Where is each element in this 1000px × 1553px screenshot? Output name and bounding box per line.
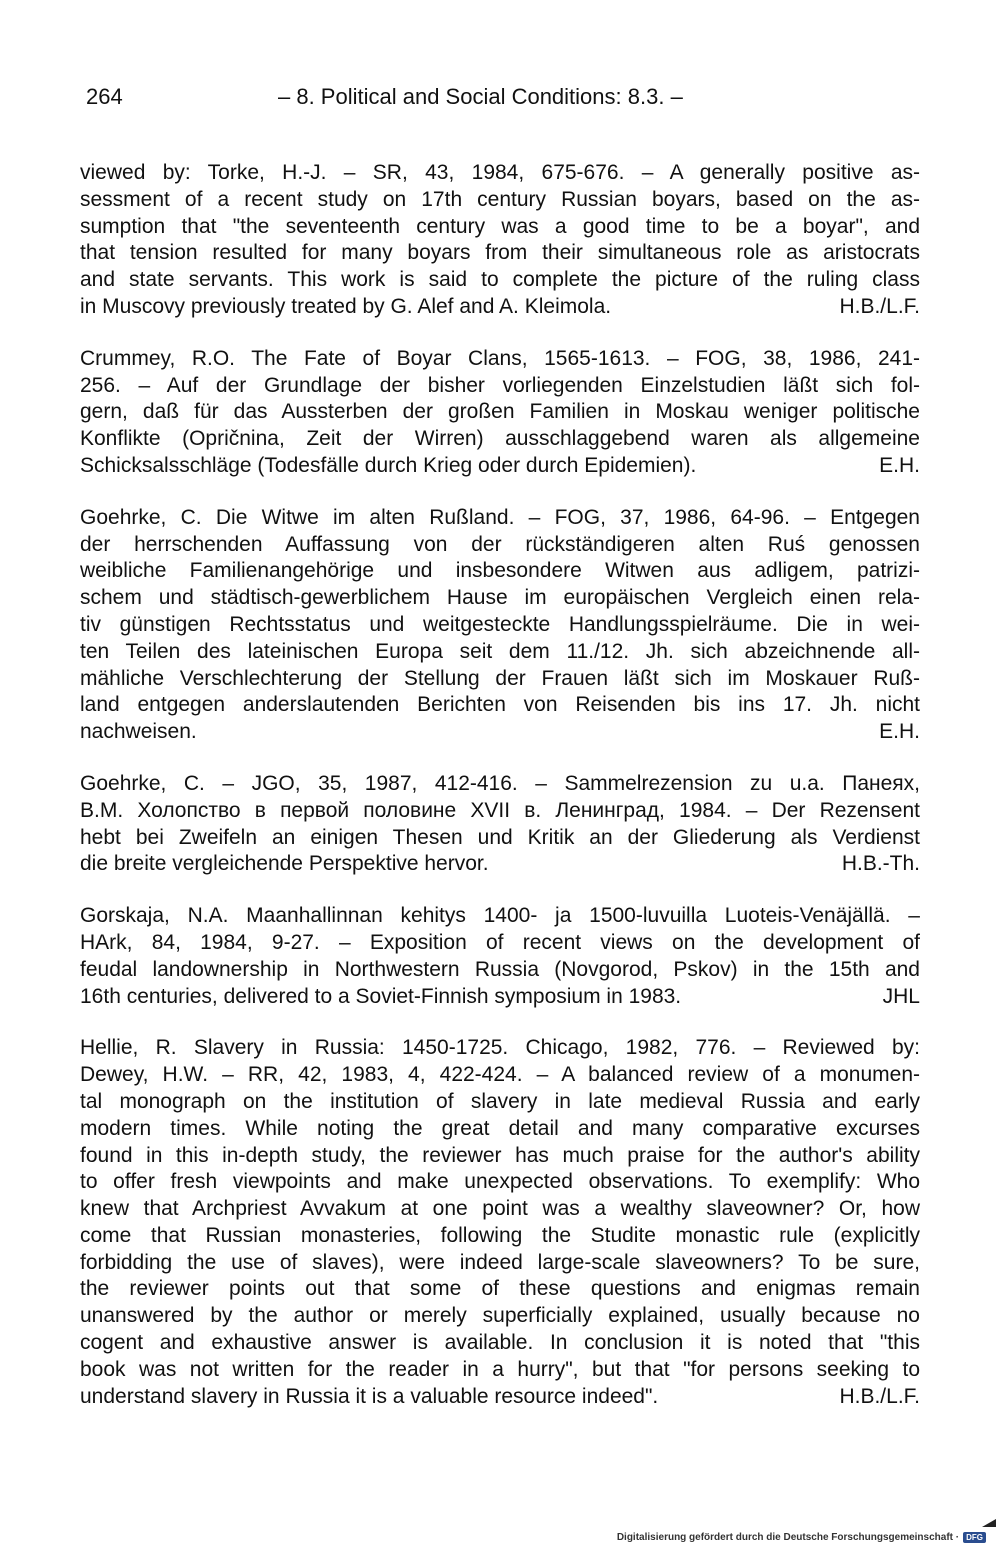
- entry-line-text: Konflikte (Opričnina, Zeit der Wirren) ausschlaggebend waren als allgemeine: [80, 427, 920, 451]
- footer-text: Digitalisierung gefördert durch die Deutsche Forschungsgemeinschaft ·: [616, 1532, 960, 1543]
- entry-line: [80, 214, 920, 241]
- page-number: 264: [86, 84, 123, 109]
- entry-line: [80, 1223, 920, 1250]
- entry-line: [80, 453, 920, 480]
- entry-line: [80, 798, 920, 825]
- entry-line-text: weibliche Familienangehörige und insbesondere Witwen aus adligem, patrizi-: [80, 559, 920, 583]
- entry-line-text: der herrschenden Auffassung von der rückständigeren alten Ruś genossen: [80, 532, 920, 556]
- entry-line-text: ten Teilen des lateinischen Europa seit dem 11./12. Jh. sich abzeichnende all-: [80, 639, 920, 663]
- entry-line: [80, 612, 920, 639]
- entry-line: [80, 187, 920, 214]
- entry-line: [80, 1089, 920, 1116]
- entry-line-text: found in this in-depth study, the reviewer has much praise for the author's ability: [80, 1143, 920, 1167]
- entry-line: [80, 585, 920, 612]
- entry-line-text: mähliche Verschlechterung der Stellung der Frauen läßt sich im Moskauer Ruß-: [80, 666, 920, 690]
- entry-line-text: die breite vergleichende Perspektive hervor.: [80, 852, 489, 876]
- entry-line: [80, 984, 920, 1011]
- entry-line-text: 256. – Auf der Grundlage der bisher vorliegenden Einzelstudien läßt sich fol-: [80, 373, 920, 397]
- entry-line: [80, 930, 920, 957]
- entry-line: [80, 851, 920, 878]
- entry-line-text: come that Russian monasteries, following the Studite monastic rule (explicitly: [80, 1223, 920, 1247]
- reviewer-signature: JHL: [882, 984, 920, 1008]
- entry-line-text: tiv günstigen Rechtsstatus und weitgesteckte Handlungsspielräume. Die in wei-: [80, 612, 920, 636]
- entry-line-text: Hellie, R. Slavery in Russia: 1450-1725. Chicago, 1982, 776. – Reviewed by:: [80, 1036, 920, 1060]
- entry-line-text: forbidding the use of slaves), were indeed large-scale slaveowners? To be sure,: [80, 1250, 920, 1274]
- entry-line-text: hebt bei Zweifeln an einigen Thesen und Kritik an der Gliederung als Verdienst: [80, 825, 920, 849]
- entry-line-text: that tension resulted for many boyars from their simultaneous role as aristocrats: [80, 241, 920, 265]
- entry-line: [80, 771, 920, 798]
- entry-line-text: nachweisen.: [80, 720, 197, 744]
- entry-line: [80, 1116, 920, 1143]
- entry-line-text: Goehrke, C. Die Witwe im alten Rußland. – FOG, 37, 1986, 64-96. – Entgegen: [80, 505, 920, 529]
- bibliography-entries: [80, 160, 920, 1435]
- entry-line: [80, 1250, 920, 1277]
- entry-line-text: cogent and exhaustive answer is available. In conclusion it is noted that "this: [80, 1331, 920, 1355]
- entry-line-text: viewed by: Torke, H.-J. – SR, 43, 1984, 675-676. – A generally positive as-: [80, 161, 920, 184]
- bibliography-entry: [80, 505, 920, 746]
- entry-line: [80, 505, 920, 532]
- entry-line-text: land entgegen anderslautenden Berichten von Reisenden bis ins 17. Jh. nicht: [80, 693, 920, 717]
- entry-line: [80, 240, 920, 267]
- reviewer-signature: H.B.-Th.: [841, 852, 920, 876]
- entry-line: [80, 1196, 920, 1223]
- entry-line: [80, 1357, 920, 1384]
- entry-line-text: sessment of a recent study on 17th century Russian boyars, based on the as-: [80, 187, 920, 211]
- entry-line-text: schem und städtisch-gewerblichem Hause im europäischen Vergleich einen rela-: [80, 586, 920, 610]
- entry-line: [80, 532, 920, 559]
- entry-line-text: Schicksalsschläge (Todesfälle durch Krieg oder durch Epidemien).: [80, 453, 697, 477]
- entry-line: [80, 1035, 920, 1062]
- entry-line-text: book was not written for the reader in a hurry", but that "for persons seeking to: [80, 1357, 920, 1381]
- entry-line-text: modern times. While noting the great detail and many comparative excurses: [80, 1116, 920, 1140]
- entry-line: [80, 1169, 920, 1196]
- entry-line-text: feudal landownership in Northwestern Russia (Novgorod, Pskov) in the 15th and: [80, 957, 920, 981]
- entry-line-text: tal monograph on the institution of slavery in late medieval Russia and early: [80, 1089, 920, 1113]
- entry-line: [80, 267, 920, 294]
- entry-line: [80, 957, 920, 984]
- entry-line-text: sumption that "the seventeenth century was a good time to be a boyar", and: [80, 214, 920, 238]
- running-head: – 8. Political and Social Conditions: 8.3. –: [278, 84, 683, 109]
- entry-line-text: Gorskaja, N.A. Maanhallinnan kehitys 1400- ja 1500-luvuilla Luoteis-Venäjällä. –: [80, 904, 920, 928]
- reviewer-signature: E.H.: [879, 720, 920, 744]
- entry-line: [80, 558, 920, 585]
- entry-line: [80, 719, 920, 746]
- entry-line: [80, 1330, 920, 1357]
- entry-line: [80, 373, 920, 400]
- entry-line-text: in Muscovy previously treated by G. Alef and A. Kleimola.: [80, 294, 612, 318]
- entry-line: [80, 1062, 920, 1089]
- entry-line: [80, 346, 920, 373]
- dfg-logo: DFG: [963, 1532, 986, 1543]
- entry-line: [80, 294, 920, 321]
- entry-line-text: knew that Archpriest Avvakum at one point was a wealthy slaveowner? Or, how: [80, 1197, 920, 1221]
- entry-line-text: В.М. Холопство в первой половине XVII в. Ленинград, 1984. – Der Rezensent: [80, 798, 920, 822]
- entry-line: [80, 692, 920, 719]
- entry-line: [80, 399, 920, 426]
- entry-line-text: 16th centuries, delivered to a Soviet-Finnish symposium in 1983.: [80, 984, 682, 1008]
- entry-line-text: to offer fresh viewpoints and make unexpected observations. To exemplify: Who: [80, 1170, 920, 1194]
- footer: [617, 1532, 986, 1543]
- entry-line: [80, 426, 920, 453]
- entry-line-text: gern, daß für das Aussterben der großen Familien in Moskau weniger politische: [80, 400, 920, 424]
- bibliography-entry: [80, 1035, 920, 1410]
- entry-line: [80, 1143, 920, 1170]
- page-header: [80, 84, 920, 114]
- bibliography-entry: [80, 160, 920, 321]
- reviewer-signature: E.H.: [879, 453, 920, 477]
- entry-line: [80, 160, 920, 187]
- corner-mark: [982, 1519, 996, 1527]
- bibliography-entry: [80, 903, 920, 1010]
- entry-line-text: Dewey, H.W. – RR, 42, 1983, 4, 422-424. – A balanced review of a monumen-: [80, 1063, 920, 1087]
- entry-line: [80, 825, 920, 852]
- entry-line: [80, 1384, 920, 1411]
- entry-line: [80, 1276, 920, 1303]
- entry-line-text: understand slavery in Russia it is a valuable resource indeed".: [80, 1384, 659, 1408]
- entry-line-text: and state servants. This work is said to complete the picture of the ruling class: [80, 268, 920, 292]
- entry-line-text: Goehrke, C. – JGO, 35, 1987, 412-416. – Sammelrezension zu u.a. Панеях,: [80, 771, 920, 795]
- reviewer-signature: H.B./L.F.: [839, 1384, 920, 1408]
- bibliography-entry: [80, 771, 920, 878]
- entry-line-text: the reviewer points out that some of these questions and enigmas remain: [80, 1277, 920, 1301]
- entry-line: [80, 903, 920, 930]
- entry-line-text: HArk, 84, 1984, 9-27. – Exposition of recent views on the development of: [80, 930, 920, 954]
- entry-line: [80, 666, 920, 693]
- entry-line-text: unanswered by the author or merely superficially explained, usually because no: [80, 1304, 920, 1328]
- bibliography-entry: [80, 346, 920, 480]
- entry-line: [80, 639, 920, 666]
- entry-line-text: Crummey, R.O. The Fate of Boyar Clans, 1565-1613. – FOG, 38, 1986, 241-: [80, 346, 920, 370]
- reviewer-signature: H.B./L.F.: [839, 294, 920, 318]
- entry-line: [80, 1303, 920, 1330]
